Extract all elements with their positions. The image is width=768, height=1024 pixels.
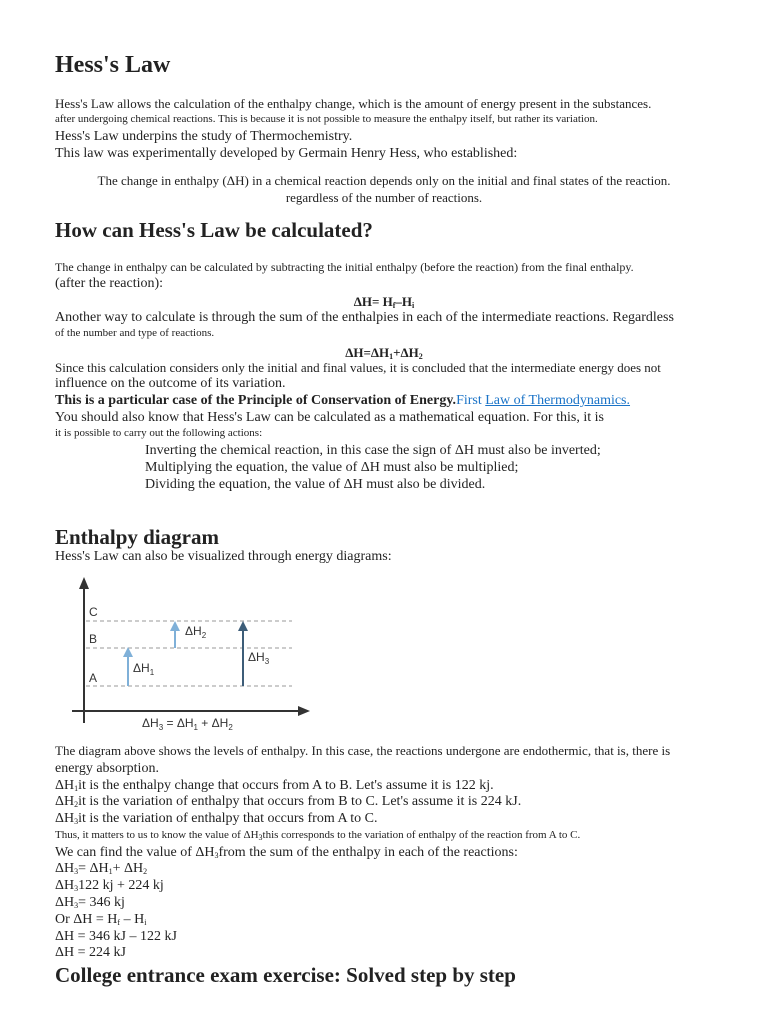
hess-statement-1: The change in enthalpy (ΔH) in a chemical reaction depends only on the initial and final states of the reaction. xyxy=(97,173,671,188)
calc-step-6: ΔH = 224 kJ xyxy=(55,945,126,960)
calc-step-4: Or $\Delta H = H_f - H_i$ xyxy=(55,912,147,927)
equation-sum: $\Delta H=\Delta H_1+\Delta H_2$ xyxy=(345,345,423,361)
thus-line: Thus, it matters to us to know the value of $\Delta H_3this$ corresponds to the variation of enthalpy of the reaction from A to C. xyxy=(55,829,581,842)
intro-line-2: after undergoing chemical reactions. This is because it is not possible to measure the enthalpy itself, but rather its variation. xyxy=(55,113,598,125)
enthalpy-diagram xyxy=(60,575,320,735)
calc-paragraph-2b: of the number and type of reactions. xyxy=(55,327,215,339)
hess-statement-2: regardless of the number of reactions. xyxy=(285,190,483,205)
section-heading-calculation: How can Hess's Law be calculated? xyxy=(55,218,373,242)
calc-step-5: ΔH = 346 kJ – 122 kJ xyxy=(55,929,177,944)
dh3-label: $\Delta H_3$ xyxy=(248,650,270,666)
conservation-bold: This is a particular case of the Principle of Conservation of Energy. xyxy=(55,393,457,408)
intro-line-3: Hess's Law underpins the study of Thermochemistry. xyxy=(55,129,353,144)
diagram-caption: $\Delta H_3 = \Delta H_1 + \Delta H_2$ xyxy=(142,716,233,732)
page-title: Hess's Law xyxy=(55,52,171,78)
dh1-description: $\Delta H_1it$ is the enthalpy change that occurs from A to B. Let's assume it is 122 kj. xyxy=(55,778,494,793)
calc-paragraph-2: Another way to calculate is through the sum of the enthalpies in each of the intermediate reactions. Regardless xyxy=(55,310,674,325)
diagram-explanation-b: energy absorption. xyxy=(55,761,159,776)
first-text: First xyxy=(456,393,486,408)
list-item: Dividing the equation, the value of ΔH must also be divided. xyxy=(145,477,486,492)
dh2-description: $\Delta H_2it$ is the variation of enthalpy that occurs from B to C. Let's assume it is 224 kJ. xyxy=(55,794,522,809)
section-heading-exercise: College entrance exam exercise: Solved step by step xyxy=(55,963,516,987)
conservation-line xyxy=(55,393,630,409)
find-line: We can find the value of $\Delta H_3from$ the sum of the enthalpy in each of the reactions: xyxy=(55,845,518,860)
list-item: Multiplying the equation, the value of ΔH must also be multiplied; xyxy=(145,460,519,475)
dh3-description: $\Delta H_3it$ is the variation of enthalpy that occurs from A to C. xyxy=(55,811,378,826)
x-axis-arrow-icon xyxy=(298,706,310,716)
calc-step-2: $\Delta H_3122$ kj + 224 kj xyxy=(55,878,164,893)
dh2-arrow-head-icon xyxy=(170,621,180,631)
intro-line-4: This law was experimentally developed by Germain Henry Hess, who established: xyxy=(55,146,518,161)
diagram-explanation: The diagram above shows the levels of enthalpy. In this case, the reactions undergone are endothermic, that is, there is xyxy=(55,743,671,758)
bullet-list xyxy=(100,443,601,494)
dh3-arrow-head-icon xyxy=(238,621,248,631)
diagram-intro: Hess's Law can also be visualized through energy diagrams: xyxy=(55,549,392,564)
calc-step-3: $\Delta H_3= 346$ kj xyxy=(55,895,125,910)
level-b-label: B xyxy=(89,632,98,646)
calc-paragraph-1b: (after the reaction): xyxy=(55,276,164,291)
intro-line-1: Hess's Law allows the calculation of the enthalpy change, which is the amount of energy present in the substances. xyxy=(55,96,652,111)
dh2-label: $\Delta H_2$ xyxy=(185,624,207,640)
thermodynamics-link[interactable]: Law of Thermodynamics. xyxy=(485,393,631,408)
calc-paragraph-3: Since this calculation considers only the initial and final values, it is concluded that the intermediate energy does not xyxy=(55,360,661,375)
calc-step-1: $\Delta H_3= \Delta H_1+ \Delta H_2$ xyxy=(55,861,148,876)
calc-paragraph-4b: it is possible to carry out the following actions: xyxy=(55,427,263,439)
level-a-label: A xyxy=(89,671,98,685)
calc-paragraph-4: You should also know that Hess's Law can be calculated as a mathematical equation. For this, it is xyxy=(55,410,604,425)
equation-final-minus-initial: $\Delta H= H_f-H_i$ xyxy=(353,294,415,310)
level-c-label: C xyxy=(89,605,98,619)
section-heading-enthalpy-diagram: Enthalpy diagram xyxy=(55,525,219,549)
dh1-label: $\Delta H_1$ xyxy=(133,661,155,677)
list-item: Inverting the chemical reaction, in this case the sign of ΔH must also be inverted; xyxy=(145,443,601,458)
y-axis-arrow-icon xyxy=(79,577,89,589)
calc-paragraph-3b: influence on the outcome of its variation. xyxy=(55,376,286,391)
calc-paragraph-1: The change in enthalpy can be calculated by subtracting the initial enthalpy (before the reaction) from the final enthalpy. xyxy=(55,260,634,274)
